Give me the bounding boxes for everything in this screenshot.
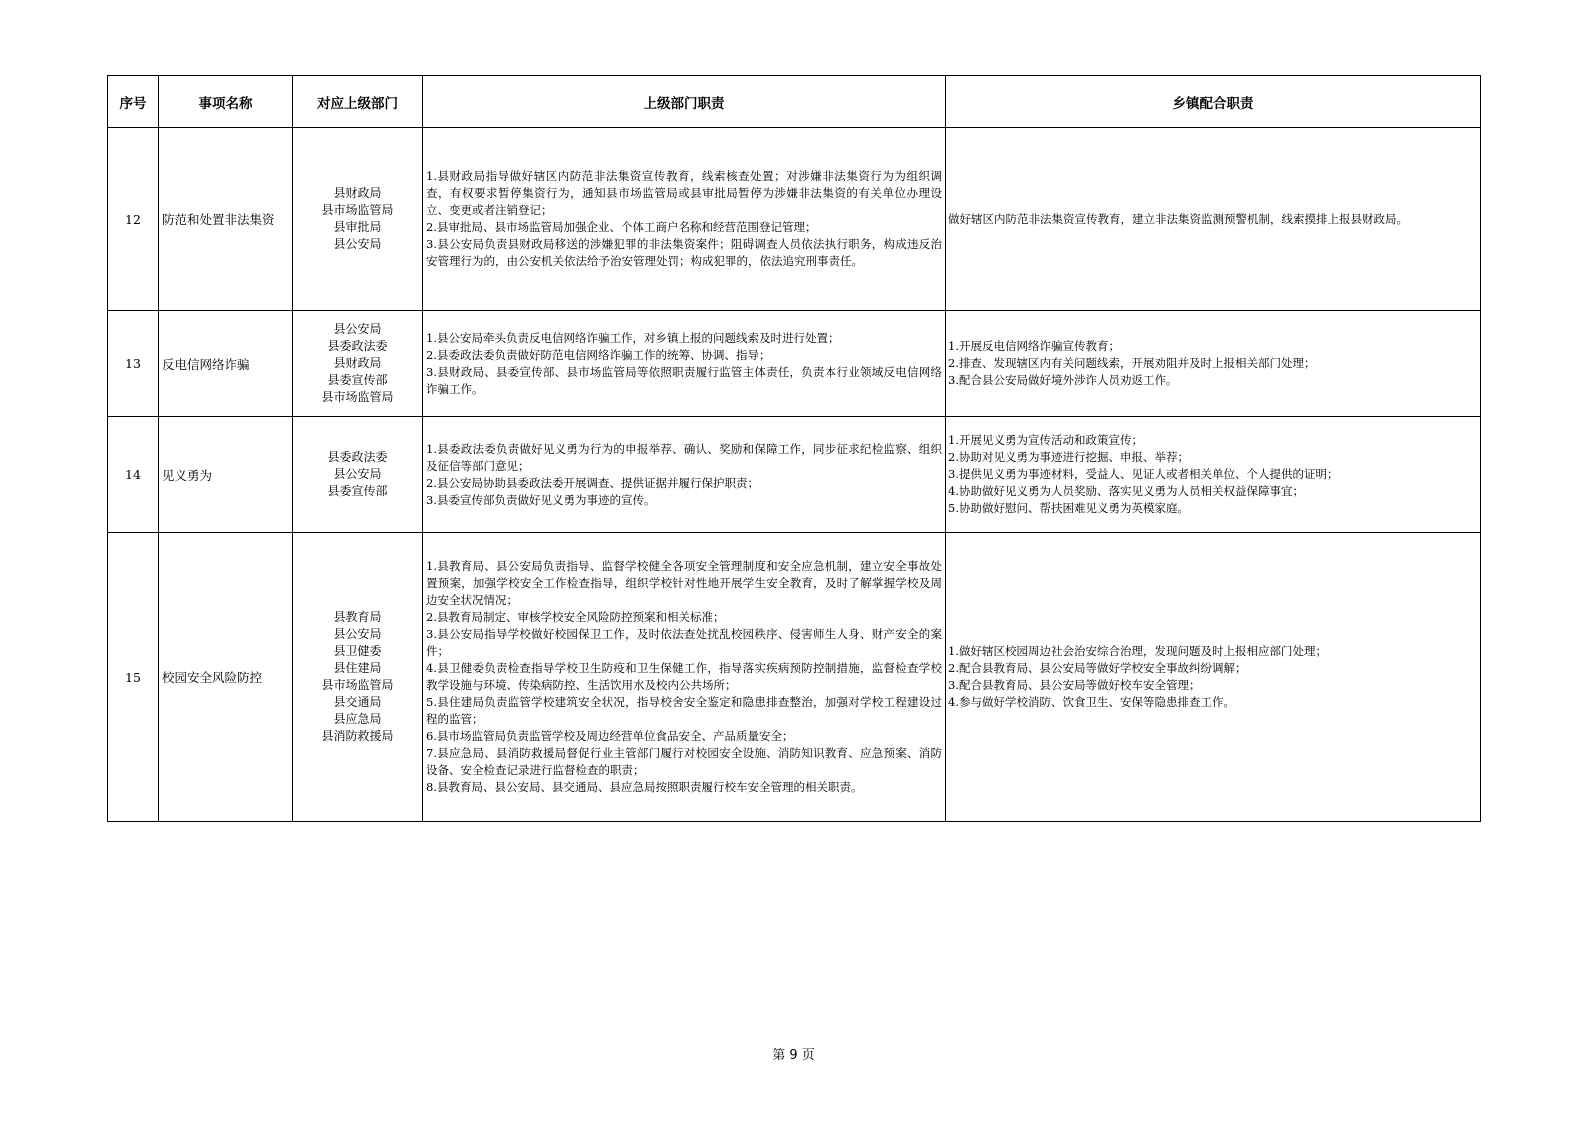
department-list xyxy=(293,417,423,533)
table-row xyxy=(108,417,1481,533)
department-list xyxy=(293,128,423,311)
town-duty-item: 3.配合县教育局、县公安局等做好校车安全管理； xyxy=(948,678,1201,692)
department-name: 县卫健委 xyxy=(333,644,382,658)
item-name: 防范和处置非法集资 xyxy=(159,128,293,311)
row-number: 12 xyxy=(108,128,159,311)
header-dept-duties: 上级部门职责 xyxy=(423,76,946,128)
duty-item: 2.县委政法委负责做好防范电信网络诈骗工作的统筹、协调、指导； xyxy=(426,347,771,362)
town-duties xyxy=(946,311,1481,417)
duty-item: 7.县应急局、县消防救援局督促行业主管部门履行对校园安全设施、消防知识教育、应急预案、消防设备、安全检查记录进行监督检查的职责； xyxy=(426,746,942,777)
department-name: 县公安局 xyxy=(333,322,382,336)
department-name: 县委宣传部 xyxy=(327,373,388,387)
duty-item: 5.县住建局负责监管学校建筑安全状况，指导校舍安全鉴定和隐患排查整治，加强对学校工程建设过程的监管； xyxy=(426,695,942,726)
duty-item: 3.县公安局负责县财政局移送的涉嫌犯罪的非法集资案件；阻碍调查人员依法执行职务，构成违反治安管理行为的，由公安机关依法给予治安管理处罚；构成犯罪的，依法追究刑事责任。 xyxy=(426,237,942,268)
department-name: 县财政局 xyxy=(333,356,382,370)
town-duty-item: 1.开展见义勇为宣传活动和政策宣传； xyxy=(948,433,1143,447)
duty-item: 8.县教育局、县公安局、县交通局、县应急局按照职责履行校车安全管理的相关职责。 xyxy=(426,780,863,794)
duty-item: 3.县财政局、县委宣传部、县市场监管局等依照职责履行监管主体责任，负责本行业领域反电信网络诈骗工作。 xyxy=(426,364,942,396)
duty-item: 1.县教育局、县公安局负责指导、监督学校健全各项安全管理制度和安全应急机制，建立安全事故处置预案，加强学校安全工作检查指导，组织学校针对性地开展学生安全教育，及时了解掌握学校及周边安全状况情况； xyxy=(426,559,942,607)
header-item-name: 事项名称 xyxy=(159,76,293,128)
town-duties xyxy=(946,533,1481,822)
duty-item: 1.县委政法委负责做好见义勇为行为的申报举荐、确认、奖励和保障工作，同步征求纪检监察、组织及征信等部门意见； xyxy=(426,441,942,473)
duty-item: 3.县委宣传部负责做好见义勇为事迹的宣传。 xyxy=(426,492,656,507)
town-duty-item: 1.做好辖区校园周边社会治安综合治理，发现问题及时上报相应部门处理； xyxy=(948,644,1327,658)
department-name: 县市场监管局 xyxy=(321,678,394,692)
duty-item: 6.县市场监管局负责监管学校及周边经营单位食品安全、产品质量安全； xyxy=(426,729,794,743)
town-duty-item: 3.提供见义勇为事迹材料，受益人、见证人或者相关单位、个人提供的证明； xyxy=(948,467,1339,481)
duty-item: 1.县财政局指导做好辖区内防范非法集资宣传教育，线索核查处置；对涉嫌非法集资行为为组织调查，有权要求暂停集资行为，通知县市场监管局或县审批局暂停为涉嫌非法集资的有关单位办理设立、变更或者注销登记； xyxy=(426,169,942,217)
department-name: 县财政局 xyxy=(333,186,382,200)
table-row xyxy=(108,128,1481,311)
department-name: 县委宣传部 xyxy=(327,484,388,498)
dept-duties xyxy=(423,311,946,417)
town-duty-item: 3.配合县公安局做好境外涉诈人员劝返工作。 xyxy=(948,373,1178,387)
department-name: 县市场监管局 xyxy=(321,203,394,217)
town-duties xyxy=(946,417,1481,533)
department-name: 县消防救援局 xyxy=(321,729,394,743)
duty-item: 4.县卫健委负责检查指导学校卫生防疫和卫生保健工作，指导落实疾病预防控制措施，监督检查学校教学设施与环境、传染病防控、生活饮用水及校内公共场所； xyxy=(426,661,942,692)
header-number: 序号 xyxy=(108,76,159,128)
town-duty-item: 做好辖区内防范非法集资宣传教育，建立非法集资监测预警机制，线索摸排上报县财政局。 xyxy=(948,211,1408,226)
dept-duties xyxy=(423,128,946,311)
header-town-duties: 乡镇配合职责 xyxy=(946,76,1481,128)
dept-duties xyxy=(423,533,946,822)
department-name: 县委政法委 xyxy=(327,339,388,353)
town-duty-item: 2.协助对见义勇为事迹进行挖掘、申报、举荐； xyxy=(948,450,1189,464)
department-name: 县应急局 xyxy=(333,712,382,726)
town-duty-item: 4.协助做好见义勇为人员奖励、落实见义勇为人员相关权益保障事宜； xyxy=(948,484,1304,498)
department-name: 县委政法委 xyxy=(327,450,388,464)
header-departments: 对应上级部门 xyxy=(293,76,423,128)
department-name: 县公安局 xyxy=(333,467,382,481)
department-name: 县市场监管局 xyxy=(321,390,394,404)
duty-item: 1.县公安局牵头负责反电信网络诈骗工作，对乡镇上报的问题线索及时进行处置； xyxy=(426,330,840,345)
department-name: 县审批局 xyxy=(333,220,382,234)
town-duty-item: 1.开展反电信网络诈骗宣传教育； xyxy=(948,339,1120,353)
row-number: 15 xyxy=(108,533,159,822)
town-duties xyxy=(946,128,1481,311)
duty-item: 2.县审批局、县市场监管局加强企业、个体工商户名称和经营范围登记管理； xyxy=(426,220,817,234)
department-name: 县公安局 xyxy=(333,627,382,641)
town-duty-item: 2.排查、发现辖区内有关问题线索，开展劝阻并及时上报相关部门处理； xyxy=(948,356,1316,370)
town-duty-item: 4.参与做好学校消防、饮食卫生、安保等隐患排查工作。 xyxy=(948,695,1235,709)
duty-item: 2.县公安局协助县委政法委开展调查、提供证据并履行保护职责； xyxy=(426,475,759,490)
item-name: 校园安全风险防控 xyxy=(159,533,293,822)
department-name: 县教育局 xyxy=(333,610,382,624)
row-number: 13 xyxy=(108,311,159,417)
town-duty-item: 5.协助做好慰问、帮扶困难见义勇为英模家庭。 xyxy=(948,501,1189,515)
town-duty-item: 2.配合县教育局、县公安局等做好学校安全事故纠纷调解； xyxy=(948,661,1247,675)
dept-duties xyxy=(423,417,946,533)
duties-table xyxy=(107,75,1481,822)
item-name: 反电信网络诈骗 xyxy=(159,311,293,417)
department-list xyxy=(293,533,423,822)
row-number: 14 xyxy=(108,417,159,533)
department-name: 县住建局 xyxy=(333,661,382,675)
department-list xyxy=(293,311,423,417)
item-name: 见义勇为 xyxy=(159,417,293,533)
table-row xyxy=(108,311,1481,417)
department-name: 县公安局 xyxy=(333,237,382,251)
duty-item: 3.县公安局指导学校做好校园保卫工作，及时依法查处扰乱校园秩序、侵害师生人身、财产安全的案件； xyxy=(426,627,942,658)
table-row xyxy=(108,533,1481,822)
page-number: 第 9 页 xyxy=(772,1048,815,1063)
duty-item: 2.县教育局制定、审核学校安全风险防控预案和相关标准； xyxy=(426,610,725,624)
header-row xyxy=(108,76,1481,128)
department-name: 县交通局 xyxy=(333,695,382,709)
